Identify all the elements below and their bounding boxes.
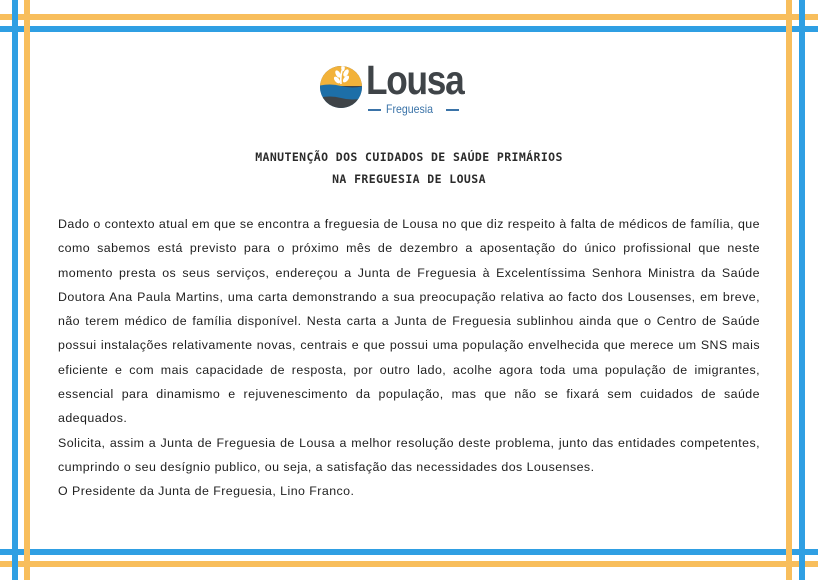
document-body: [58, 212, 760, 504]
signature-line: O Presidente da Junta de Freguesia, Lino Franco.: [58, 484, 355, 499]
lousa-logo: [318, 57, 464, 118]
document-title-line-1: MANUTENÇÃO DOS CUIDADOS DE SAÚDE PRIMÁRIOS: [255, 150, 563, 164]
logo-subtitle: Freguesia: [386, 102, 433, 116]
top-orange-stripe: [0, 14, 818, 20]
logo-subtitle-row: [368, 102, 460, 116]
left-blue-stripe: [12, 0, 18, 580]
logo-wordmark: Lousa: [366, 57, 464, 103]
bottom-blue-stripe: [0, 549, 818, 555]
logo-left-rule: [368, 109, 381, 111]
body-paragraph-2: Solicita, assim a Junta de Freguesia de Lousa a melhor resolução deste problema, junto das entidades competentes, cumprindo o seu desígnio publico, ou seja, a satisfação das necessidades dos Lousenses.: [58, 435, 760, 474]
document-title-line-2: NA FREGUESIA DE LOUSA: [332, 172, 486, 186]
top-blue-stripe: [0, 26, 818, 32]
body-paragraph-1: Dado o contexto atual em que se encontra a freguesia de Lousa no que diz respeito à falta de médicos de família, que como sabemos está previsto para o próximo mês de dezembro a aposentação do único profissional que neste momento presta os seus serviços, endereçou a Junta de Freguesia à Excelentíssima Senhora Ministra da Saúde Doutora Ana Paula Martins, uma carta demonstrando a sua preocupação relativa ao facto dos Lousenses, em breve, não terem médico de família disponível. Nesta carta a Junta de Freguesia sublinhou ainda que o Centro de Saúde possui instalações relativamente novas, centrais e que possui uma população envelhecida que merece um SNS mais eficiente e com mais capacidade de resposta, por outro lado, acolhe agora toda uma população de imigrantes, essencial para dinamismo e rejuvenescimento da população, mas que não se fixará sem cuidados de saúde adequados.: [58, 217, 760, 426]
logo-right-rule: [446, 109, 459, 111]
bottom-orange-stripe: [0, 561, 818, 567]
right-orange-stripe: [786, 0, 792, 580]
logo-emblem-icon: [318, 64, 364, 110]
left-orange-stripe: [24, 0, 30, 580]
right-blue-stripe: [799, 0, 805, 580]
